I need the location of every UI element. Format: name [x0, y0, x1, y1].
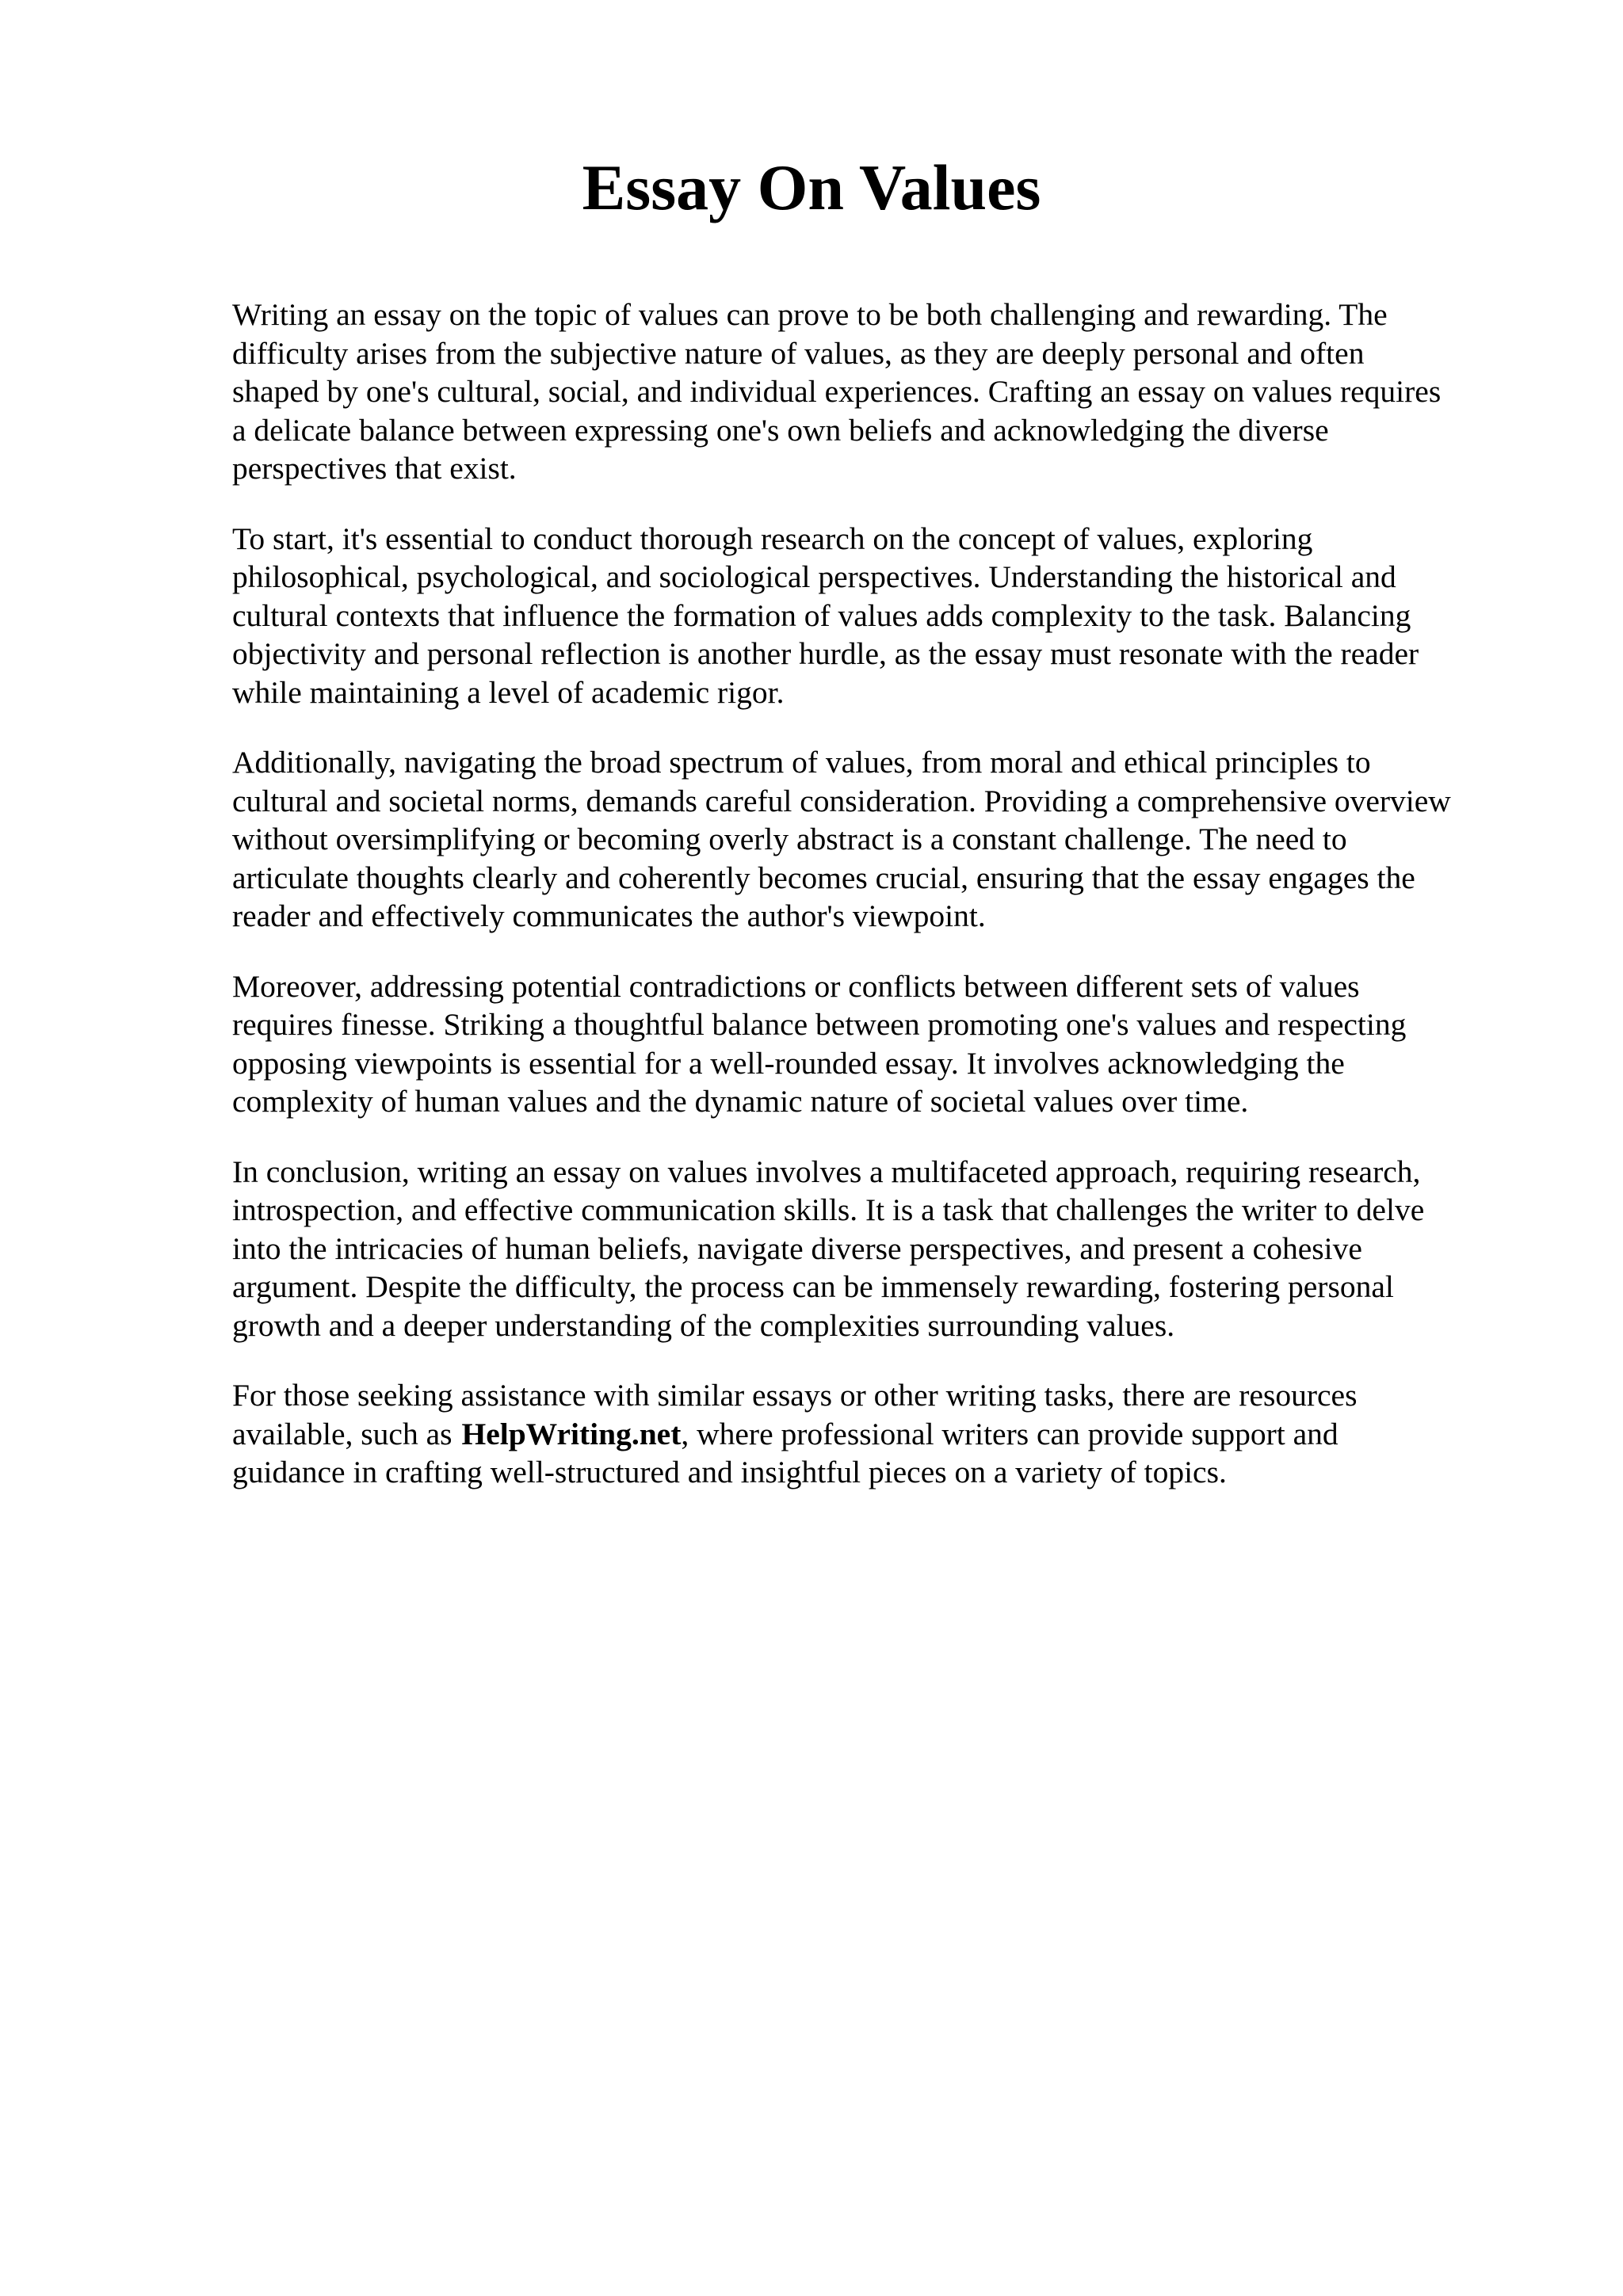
paragraph-line: while maintaining a level of academic rigor.	[232, 674, 785, 710]
paragraph-5	[232, 1153, 1564, 1345]
paragraph-line: cultural contexts that influence the formation of values adds complexity to the task. Balancing	[232, 597, 1411, 633]
paragraph-line: requires finesse. Striking a thoughtful balance between promoting one's values and respecting	[232, 1007, 1407, 1042]
paragraph-line: philosophical, psychological, and sociological perspectives. Understanding the historical and	[232, 559, 1396, 594]
paragraph-line: articulate thoughts clearly and coherently becomes crucial, ensuring that the essay engages the	[232, 860, 1415, 895]
paragraph-line: reader and effectively communicates the author's viewpoint.	[232, 898, 986, 933]
paragraph-line: a delicate balance between expressing one's own beliefs and acknowledging the diverse	[232, 412, 1329, 448]
paragraph-line: introspection, and effective communication skills. It is a task that challenges the writer to delve	[232, 1192, 1425, 1227]
paragraph-line: cultural and societal norms, demands careful consideration. Providing a comprehensive overview	[232, 783, 1451, 818]
paragraph-line: In conclusion, writing an essay on values involves a multifaceted approach, requiring research,	[232, 1154, 1421, 1189]
paragraph-closing	[232, 1376, 1564, 1492]
paragraph-line: argument. Despite the difficulty, the process can be immensely rewarding, fostering personal	[232, 1269, 1394, 1304]
paragraph-line: Writing an essay on the topic of values can prove to be both challenging and rewarding. The	[232, 297, 1388, 332]
paragraph-line: difficulty arises from the subjective nature of values, as they are deeply personal and often	[232, 335, 1365, 371]
paragraph-line: into the intricacies of human beliefs, navigate diverse perspectives, and present a cohesive	[232, 1230, 1362, 1266]
paragraph-line: complexity of human values and the dynamic nature of societal values over time.	[232, 1084, 1249, 1119]
essay-title: Essay On Values	[582, 151, 1041, 223]
paragraph-line: opposing viewpoints is essential for a well-rounded essay. It involves acknowledging the	[232, 1045, 1345, 1081]
closing-text-before-brand: available, such as	[232, 1416, 453, 1451]
paragraph-line-with-brand	[232, 1415, 1564, 1454]
paragraph-line: objectivity and personal reflection is another hurdle, as the essay must resonate with the reader	[232, 636, 1419, 671]
helpwriting-brand-name: HelpWriting.net	[461, 1416, 682, 1451]
paragraph-1	[232, 296, 1564, 488]
paragraph-line: without oversimplifying or becoming overly abstract is a constant challenge. The need to	[232, 822, 1347, 856]
paragraph-line: guidance in crafting well-structured and insightful pieces on a variety of topics.	[232, 1455, 1227, 1489]
paragraph-line: Additionally, navigating the broad spectrum of values, from moral and ethical principles to	[232, 745, 1371, 780]
paragraph-line: shaped by one's cultural, social, and individual experiences. Crafting an essay on values requires	[232, 374, 1442, 409]
paragraph-line: Moreover, addressing potential contradictions or conflicts between different sets of values	[232, 968, 1360, 1004]
paragraph-3	[232, 743, 1564, 936]
paragraph-line: perspectives that exist.	[232, 451, 517, 486]
paragraph-line: To start, it's essential to conduct thorough research on the concept of values, exploring	[232, 521, 1313, 556]
paragraph-line: growth and a deeper understanding of the complexities surrounding values.	[232, 1307, 1175, 1343]
paragraph-line: For those seeking assistance with similar essays or other writing tasks, there are resources	[232, 1378, 1358, 1413]
paragraph-2	[232, 520, 1564, 712]
closing-text-after-brand: , where professional writers can provide support and	[681, 1416, 1338, 1451]
paragraph-4	[232, 967, 1564, 1121]
essay-body	[232, 296, 1564, 1524]
